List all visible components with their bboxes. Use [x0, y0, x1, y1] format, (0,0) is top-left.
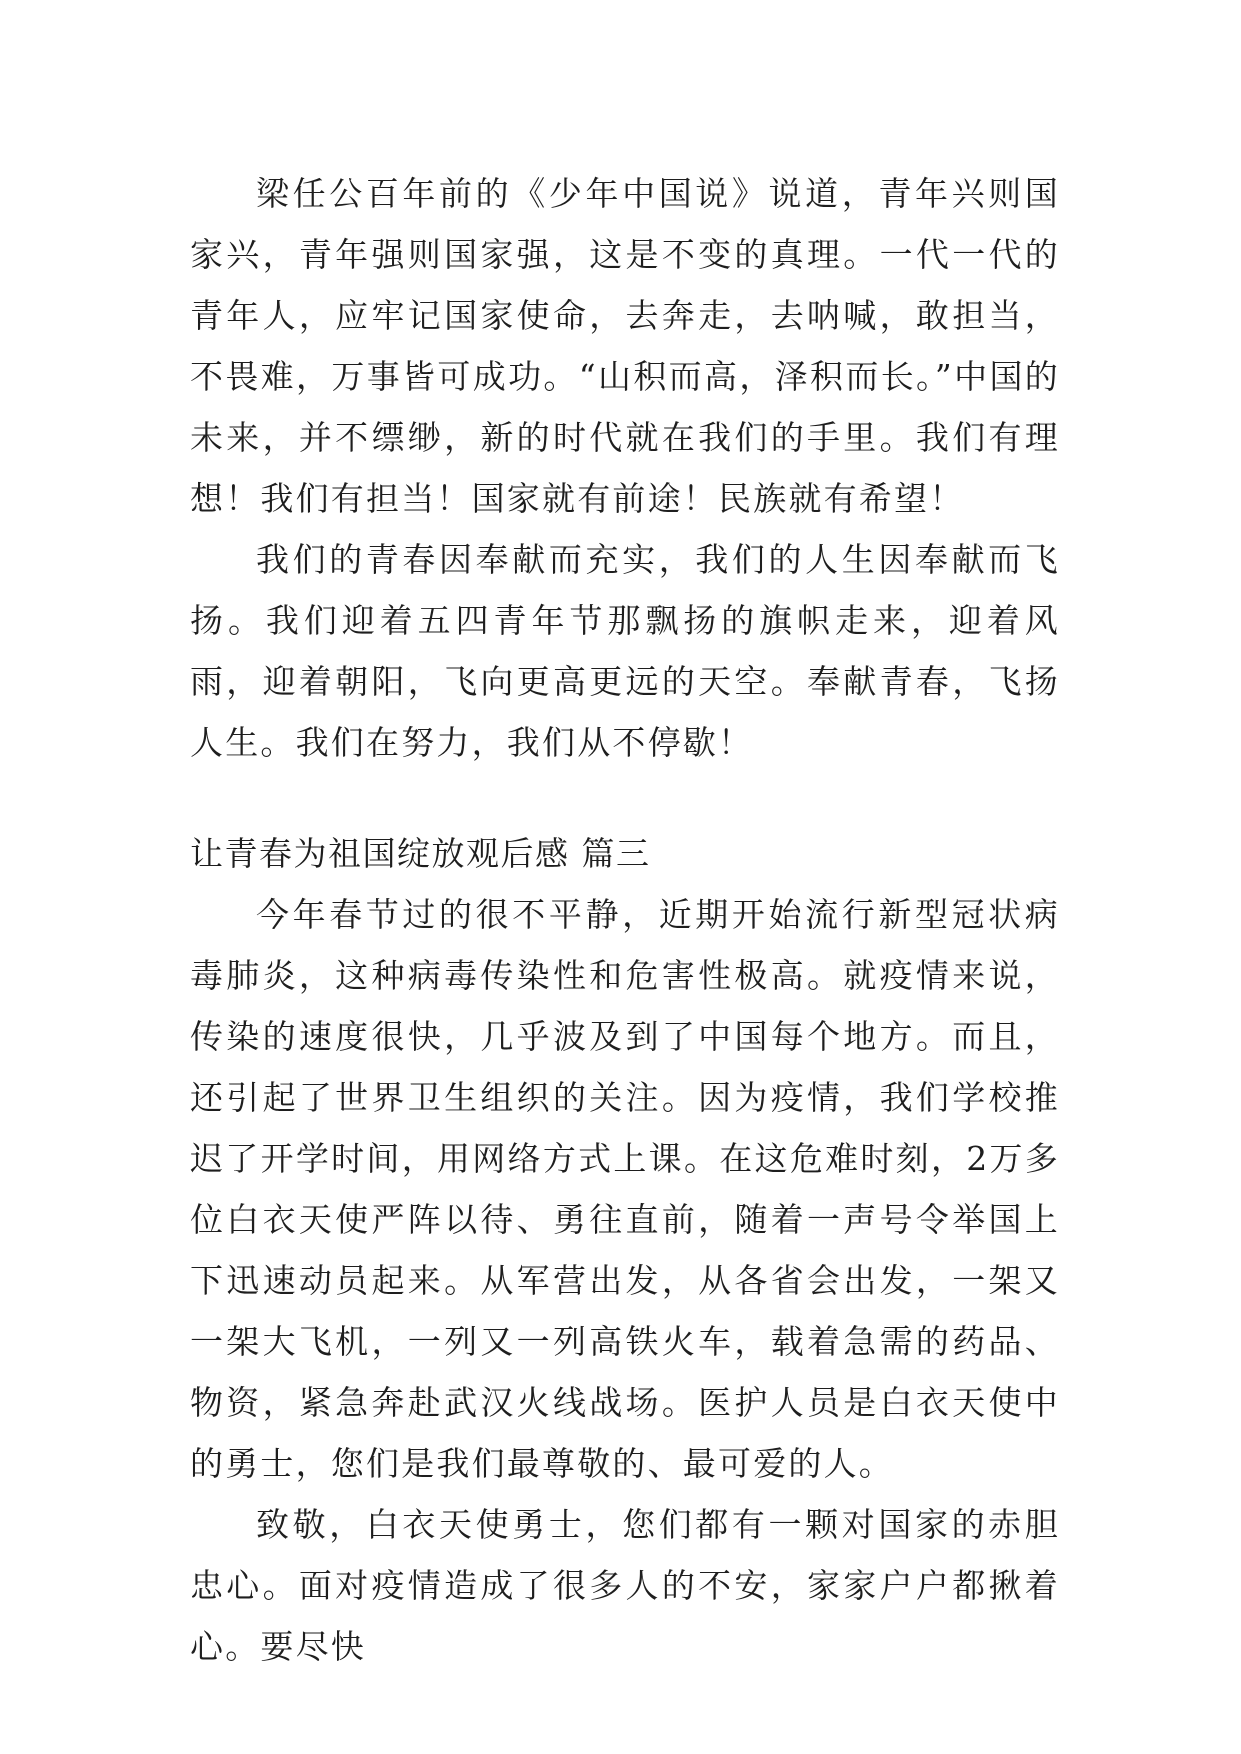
paragraph-epidemic: 今年春节过的很不平静，近期开始流行新型冠状病毒肺炎，这种病毒传染性和危害性极高。就疫情来说，传染的速度很快，几乎波及到了中国每个地方。而且，还引起了世界卫生组织的关注。因为疫情，我们学校推迟了开学时间，用网络方式上课。在这危难时刻，2万多位白衣天使严阵以待、勇往直前，随着一声号令举国上下迅速动员起来。从军营出发，从各省会出发，一架又一架大飞机，一列又一列高铁火车，载着急需的药品、物资，紧急奔赴武汉火线战场。医护人员是白衣天使中的勇士，您们是我们最尊敬的、最可爱的人。	[190, 895, 1060, 1483]
document-body	[190, 163, 1060, 1677]
paragraph-youth-dedication: 我们的青春因奉献而充实，我们的人生因奉献而飞扬。我们迎着五四青年节那飘扬的旗帜走来，迎着风雨，迎着朝阳，飞向更高更远的天空。奉献青春，飞扬人生。我们在努力，我们从不停歇！	[190, 540, 1060, 762]
paragraph-youth-strong: 梁任公百年前的《少年中国说》说道，青年兴则国家兴，青年强则国家强，这是不变的真理。一代一代的青年人，应牢记国家使命，去奔走，去呐喊，敢担当，不畏难，万事皆可成功。“山积而高，泽积而长。”中国的未来，并不缥缈，新的时代就在我们的手里。我们有理想！我们有担当！国家就有前途！民族就有希望！	[190, 174, 1060, 518]
section-heading: 让青春为祖国绽放观后感 篇三	[190, 834, 651, 873]
paragraph-salute: 致敬，白衣天使勇士，您们都有一颗对国家的赤胆忠心。面对疫情造成了很多人的不安，家家户户都揪着心。要尽快	[190, 1505, 1060, 1666]
